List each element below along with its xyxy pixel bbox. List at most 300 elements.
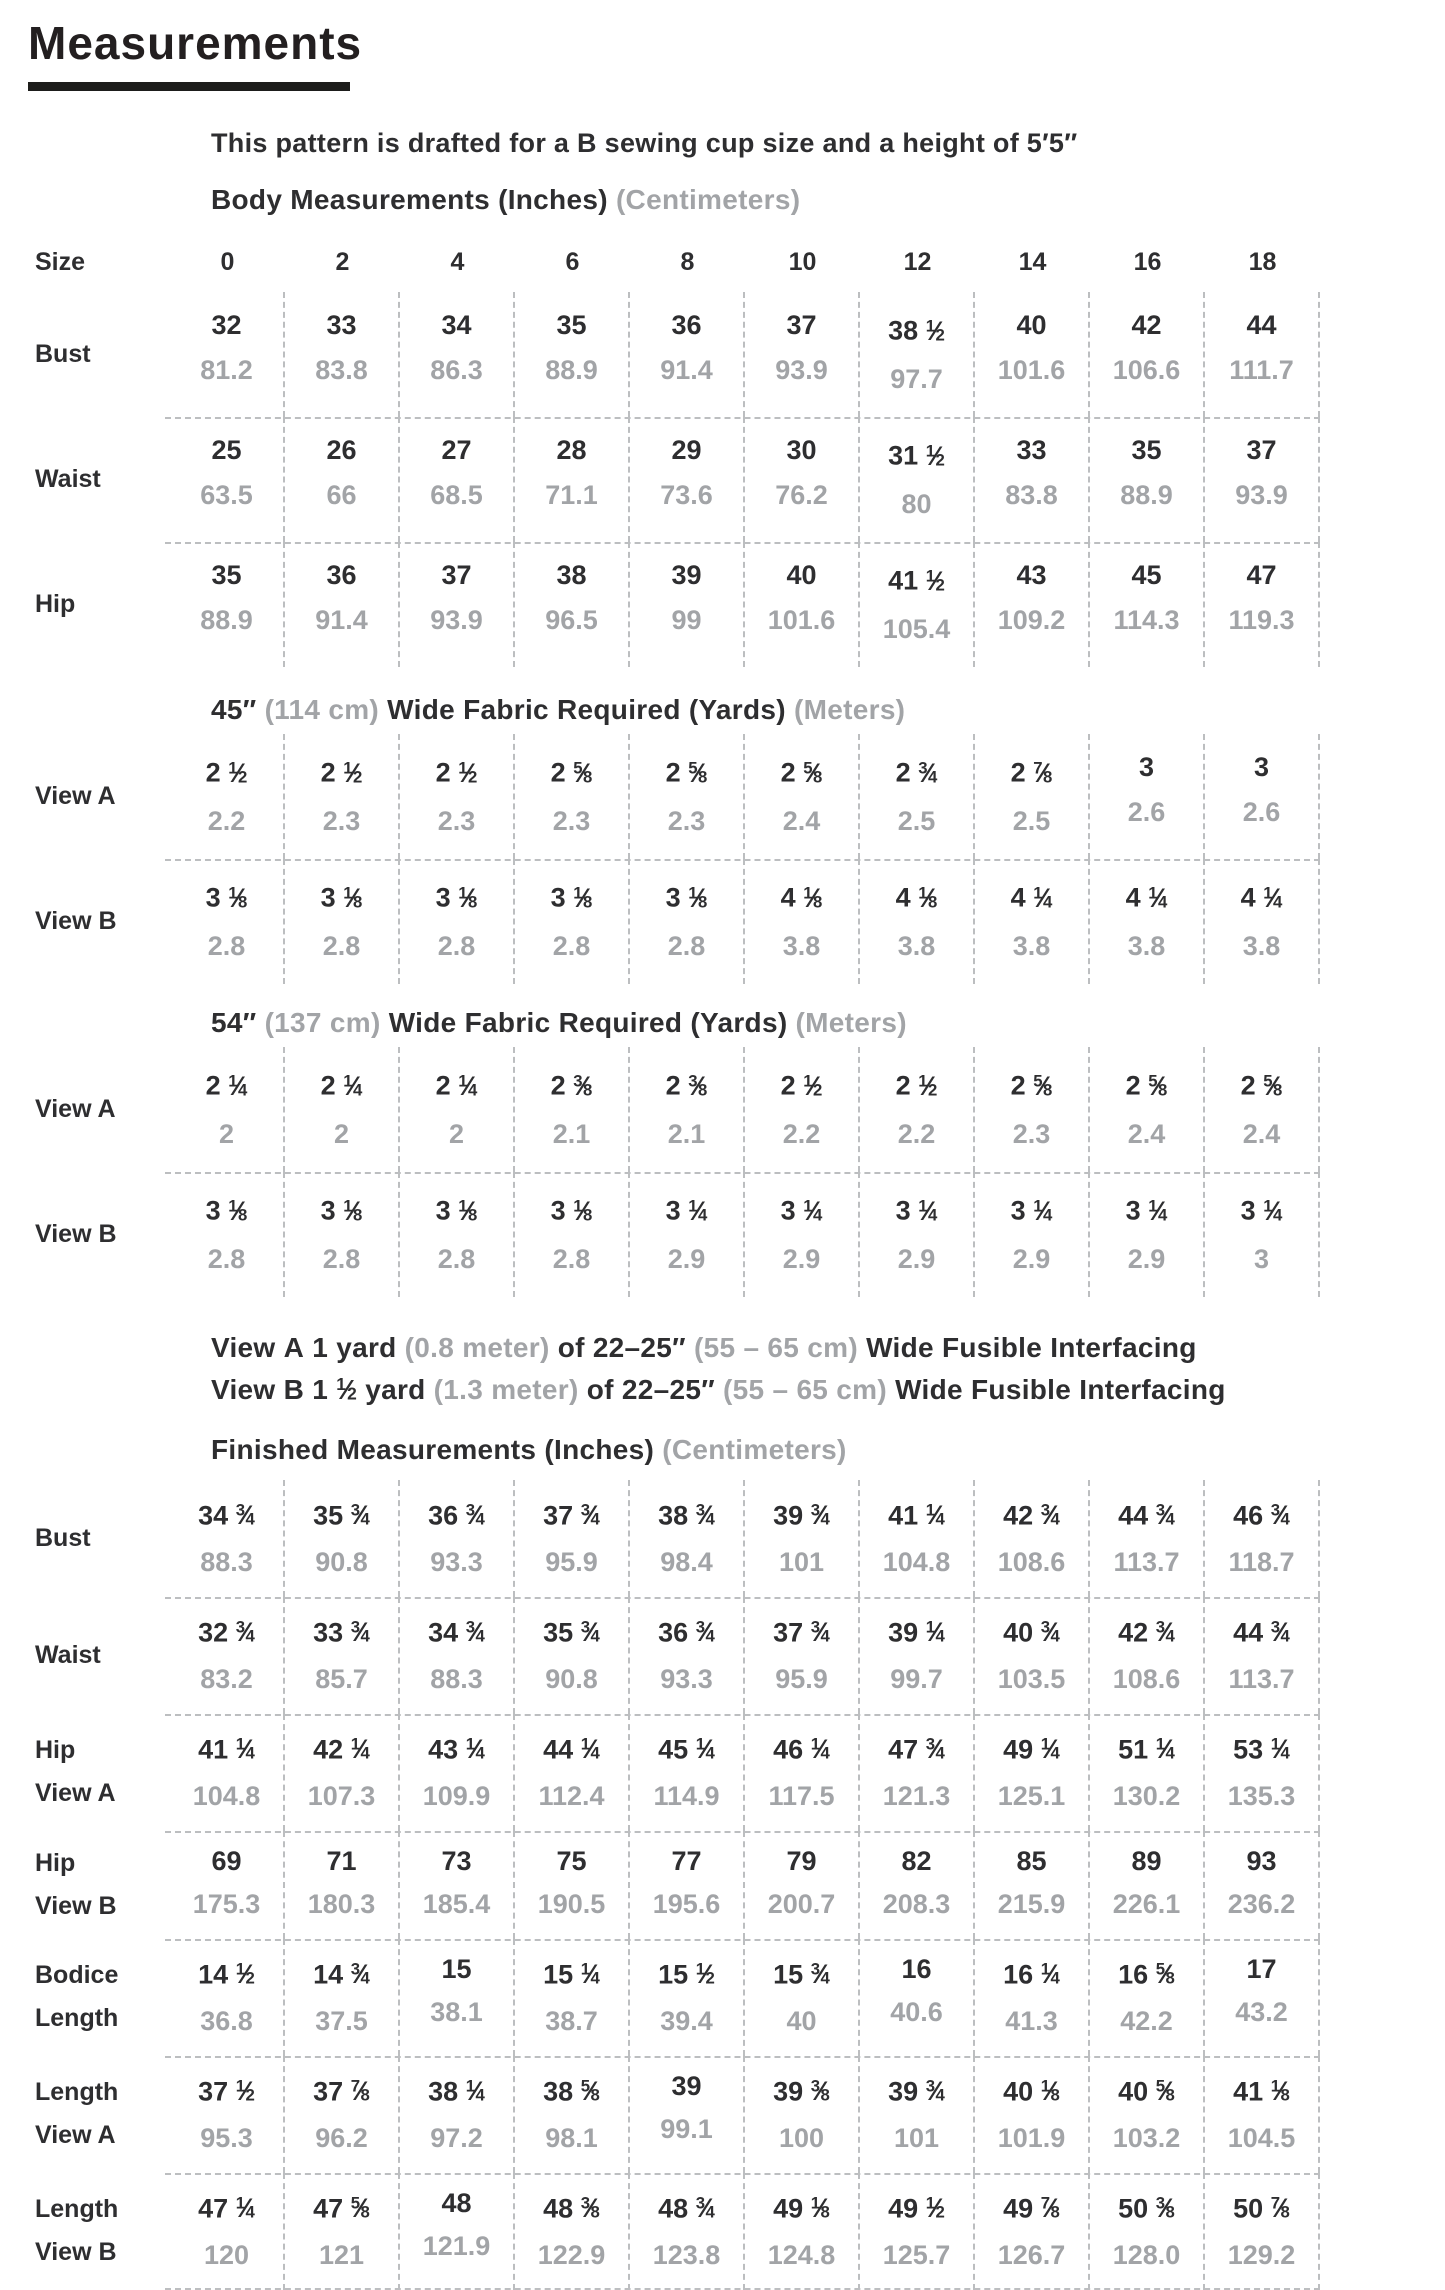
table-cell <box>745 734 860 859</box>
fraction: $^7$⁄8 <box>1033 757 1053 788</box>
inches-value: 3 $^1$⁄8 <box>435 882 478 913</box>
table-cell <box>285 1047 400 1172</box>
inches-value: 39 $^3$⁄4 <box>888 2076 945 2107</box>
inches-value: 69 <box>211 1845 242 1876</box>
table-cell <box>170 542 285 667</box>
row-label-line: View A <box>35 782 116 811</box>
table-cell <box>975 292 1090 417</box>
cm-value: 2.2 <box>782 1119 821 1150</box>
cm-value: 200.7 <box>767 1888 836 1919</box>
fraction: $^1$⁄2 <box>235 1959 255 1990</box>
inches-value: 48 $^3$⁄8 <box>543 2193 600 2224</box>
fraction: $^1$⁄4 <box>803 1195 823 1226</box>
size-value: 4 <box>450 248 465 276</box>
row-label <box>35 417 170 542</box>
inches-value: 33 <box>1016 435 1047 466</box>
table-cell <box>170 734 285 859</box>
cm-value: 122.9 <box>537 2239 606 2270</box>
fraction: $^3$⁄4 <box>918 757 938 788</box>
cm-value: 185.4 <box>422 1888 491 1919</box>
cm-value: 2.8 <box>207 931 246 962</box>
bodice-length-row <box>35 1939 1320 2056</box>
table-cell <box>285 1714 400 1831</box>
inches-value: 79 <box>786 1845 817 1876</box>
fraction: $^3$⁄4 <box>1270 1617 1290 1648</box>
table-cell <box>400 2173 515 2290</box>
fraction: $^1$⁄4 <box>1148 882 1168 913</box>
fraction: $^5$⁄8 <box>1033 1070 1053 1101</box>
cm-value: 98.4 <box>660 1546 713 1577</box>
fraction: $^1$⁄8 <box>573 1195 593 1226</box>
inches-value: 50 $^7$⁄8 <box>1233 2193 1290 2224</box>
inches-value: 3 $^1$⁄4 <box>780 1195 823 1226</box>
cm-value: 108.6 <box>997 1546 1066 1577</box>
size-value: 2 <box>335 248 350 276</box>
inches-value: 46 $^1$⁄4 <box>773 1734 830 1765</box>
cm-value: 2.3 <box>437 806 476 837</box>
inches-value: 3 <box>1253 752 1270 783</box>
table-cell <box>860 2056 975 2173</box>
cm-value: 119.3 <box>1228 605 1295 636</box>
table-cell <box>285 292 400 417</box>
table-cell <box>975 2173 1090 2290</box>
fraction: $^1$⁄4 <box>918 1195 938 1226</box>
fraction: $^7$⁄8 <box>350 2076 370 2107</box>
fraction: $^1$⁄8 <box>228 1195 248 1226</box>
table-cell <box>1090 2173 1205 2290</box>
table-cell <box>860 1172 975 1297</box>
table-cell <box>170 1047 285 1172</box>
cm-value: 88.9 <box>200 605 253 636</box>
page-title: Measurements <box>28 17 363 69</box>
inches-value: 28 <box>556 435 587 466</box>
inches-value: 47 $^1$⁄4 <box>198 2193 255 2224</box>
fraction: $^1$⁄8 <box>1040 2076 1060 2107</box>
body-measurements-table <box>35 292 1320 667</box>
size-value: 10 <box>788 248 817 276</box>
fraction: $^7$⁄8 <box>1270 2193 1290 2224</box>
inches-value: 37 $^7$⁄8 <box>313 2076 370 2107</box>
inches-value: 47 $^3$⁄4 <box>888 1734 945 1765</box>
cm-value: 2.8 <box>322 1244 361 1275</box>
inches-value: 37 <box>1246 435 1277 466</box>
cm-value: 2.9 <box>897 1244 936 1275</box>
fraction: $^1$⁄4 <box>458 1070 478 1101</box>
cm-value: 71.1 <box>545 480 598 511</box>
cm-value: 95.9 <box>545 1546 598 1577</box>
fraction: $^1$⁄4 <box>1040 1959 1060 1990</box>
table-cell <box>975 859 1090 984</box>
imperial-text: View A 1 yard <box>211 1332 397 1364</box>
cm-value: 98.1 <box>545 2122 598 2153</box>
inches-value: 47 <box>1246 560 1277 591</box>
inches-value: 41 $^1$⁄8 <box>1233 2076 1290 2107</box>
fraction: $^3$⁄4 <box>1155 1500 1175 1531</box>
cm-value: 88.3 <box>430 1663 483 1694</box>
inches-value: 31 $^1$⁄2 <box>888 440 945 471</box>
cm-value: 90.8 <box>315 1546 368 1577</box>
inches-value: 2 $^1$⁄2 <box>780 1070 823 1101</box>
fraction: $^1$⁄2 <box>925 565 945 596</box>
inches-value: 41 $^1$⁄4 <box>198 1734 255 1765</box>
cm-value: 81.2 <box>200 355 253 385</box>
cm-value: 236.2 <box>1227 1888 1296 1919</box>
cm-value: 76.2 <box>775 480 828 511</box>
cm-value: 101 <box>893 2122 940 2153</box>
finished-bust-row <box>35 1480 1320 1597</box>
row-label-line: Bust <box>35 340 91 369</box>
inches-value: 25 <box>211 435 242 466</box>
fraction: $^1$⁄4 <box>343 1070 363 1101</box>
title-underline <box>28 82 350 91</box>
table-cell <box>515 1939 630 2056</box>
size-value: 8 <box>680 248 695 276</box>
row-label <box>35 1172 170 1297</box>
inches-value: 48 $^3$⁄4 <box>658 2193 715 2224</box>
cm-value: 128.0 <box>1112 2239 1181 2270</box>
inches-value: 93 <box>1246 1845 1277 1876</box>
fraction: $^5$⁄8 <box>688 757 708 788</box>
measurements-page <box>0 17 1445 2270</box>
inches-value: 36 $^3$⁄4 <box>428 1500 485 1531</box>
table-cell <box>515 1480 630 1597</box>
cm-value: 2.8 <box>207 1244 246 1275</box>
inches-value: 37 <box>786 310 817 340</box>
table-cell <box>860 1714 975 1831</box>
cm-value: 88.3 <box>200 1546 253 1577</box>
hip-row <box>35 542 1320 667</box>
cm-value: 208.3 <box>882 1888 951 1919</box>
cm-value: 2.1 <box>667 1119 706 1150</box>
fabric-45-table <box>35 734 1320 984</box>
table-cell <box>170 2056 285 2173</box>
cm-value: 125.1 <box>997 1780 1066 1811</box>
table-cell <box>745 2056 860 2173</box>
fraction: $^1$⁄4 <box>235 2193 255 2224</box>
cm-value: 2.5 <box>1012 806 1051 837</box>
table-cell <box>285 2056 400 2173</box>
inches-value: 49 $^1$⁄8 <box>773 2193 830 2224</box>
inches-value: 49 $^1$⁄2 <box>888 2193 945 2224</box>
table-cell <box>1090 292 1205 417</box>
body-measurements-heading <box>211 183 1445 216</box>
inches-value: 27 <box>441 435 472 466</box>
cm-value: 93.9 <box>775 355 828 385</box>
table-cell <box>515 734 630 859</box>
table-cell <box>1205 1597 1320 1714</box>
fraction: $^1$⁄8 <box>458 882 478 913</box>
cm-value: 99 <box>671 605 702 636</box>
inches-value: 44 $^3$⁄4 <box>1118 1500 1175 1531</box>
cm-value: 66 <box>326 480 357 511</box>
row-label-line: Waist <box>35 465 101 494</box>
finished-measurements-table <box>35 1480 1320 2290</box>
cm-value: 106.6 <box>1112 355 1181 385</box>
cm-value: 111.7 <box>1229 355 1294 385</box>
cm-value: 86.3 <box>430 355 483 385</box>
row-label <box>35 2173 170 2290</box>
table-cell <box>515 417 630 542</box>
inches-value: 35 <box>556 310 587 340</box>
table-cell <box>975 1172 1090 1297</box>
cm-value: 195.6 <box>652 1888 721 1919</box>
length-view-a-row <box>35 2056 1320 2173</box>
fraction: $^1$⁄2 <box>695 1959 715 1990</box>
table-cell <box>630 1714 745 1831</box>
table-cell <box>860 859 975 984</box>
inches-value: 2 $^5$⁄8 <box>1010 1070 1053 1101</box>
table-cell <box>745 1714 860 1831</box>
fraction: $^3$⁄4 <box>1040 1617 1060 1648</box>
cm-value: 2.2 <box>207 806 246 837</box>
inches-value: 3 <box>1138 752 1155 783</box>
fraction: $^1$⁄4 <box>465 2076 485 2107</box>
cm-value: 103.2 <box>1112 2122 1181 2153</box>
inches-value: 3 $^1$⁄8 <box>435 1195 478 1226</box>
metric-text: (55 – 65 cm) <box>693 1332 858 1364</box>
cm-value: 118.7 <box>1228 1546 1295 1577</box>
inches-value: 2 $^5$⁄8 <box>1125 1070 1168 1101</box>
inches-value: 37 $^1$⁄2 <box>198 2076 255 2107</box>
table-cell <box>400 542 515 667</box>
finished-waist-row <box>35 1597 1320 1714</box>
table-cell <box>860 1047 975 1172</box>
inches-value: 3 $^1$⁄8 <box>550 882 593 913</box>
inches-value: 38 <box>556 560 587 591</box>
metric-text: (Centimeters) <box>615 184 801 215</box>
inches-value: 16 $^1$⁄4 <box>1003 1959 1060 1990</box>
fraction: $^5$⁄8 <box>1148 1070 1168 1101</box>
row-label-line: Length <box>35 2195 119 2224</box>
cm-value: 93.9 <box>430 605 483 636</box>
cm-value: 96.2 <box>315 2122 368 2153</box>
cm-value: 2.8 <box>437 1244 476 1275</box>
cm-value: 104.8 <box>192 1780 261 1811</box>
inches-value: 2 $^1$⁄2 <box>435 757 478 788</box>
size-value: 6 <box>565 248 580 276</box>
inches-value: 46 $^3$⁄4 <box>1233 1500 1290 1531</box>
table-cell <box>630 1047 745 1172</box>
row-label <box>35 1597 170 1714</box>
inches-value: 38 $^1$⁄4 <box>428 2076 485 2107</box>
table-cell <box>170 2173 285 2290</box>
size-value: 18 <box>1248 248 1277 276</box>
metric-text: (55 – 65 cm) <box>723 1374 887 1406</box>
cm-value: 93.3 <box>660 1663 713 1694</box>
table-cell <box>1205 1939 1320 2056</box>
inches-value: 3 $^1$⁄4 <box>665 1195 708 1226</box>
table-cell <box>745 859 860 984</box>
table-cell <box>630 2056 745 2173</box>
row-label-line: View A <box>35 1779 116 1808</box>
size-value: 12 <box>903 248 932 276</box>
table-cell <box>1090 417 1205 542</box>
inches-value: 36 $^3$⁄4 <box>658 1617 715 1648</box>
cm-value: 135.3 <box>1227 1780 1296 1811</box>
cm-value: 121.3 <box>882 1780 951 1811</box>
table-cell <box>630 1939 745 2056</box>
interfacing-note-view-a <box>211 1331 1445 1364</box>
inches-value: 37 $^3$⁄4 <box>773 1617 830 1648</box>
table-cell <box>1205 542 1320 667</box>
cm-value: 2 <box>218 1119 235 1150</box>
inches-value: 39 <box>671 2070 702 2101</box>
fraction: $^1$⁄4 <box>1033 1195 1053 1226</box>
inches-value: 2 $^5$⁄8 <box>665 757 708 788</box>
inches-value: 39 $^1$⁄4 <box>888 1617 945 1648</box>
table-cell <box>170 1480 285 1597</box>
cm-value: 96.5 <box>545 605 598 636</box>
fraction: $^1$⁄2 <box>925 315 945 346</box>
inches-value: 30 <box>786 435 817 466</box>
table-cell <box>975 1597 1090 1714</box>
cm-value: 2.9 <box>1127 1244 1166 1275</box>
fraction: $^1$⁄8 <box>688 882 708 913</box>
table-cell <box>1090 1831 1205 1939</box>
table-cell <box>170 1831 285 1939</box>
cm-value: 88.9 <box>545 355 598 385</box>
table-cell <box>400 417 515 542</box>
table-cell <box>515 1597 630 1714</box>
row-label-line: Length <box>35 2004 119 2033</box>
table-cell <box>630 1831 745 1939</box>
metric-text: (0.8 meter) <box>404 1332 550 1364</box>
fraction: $^5$⁄8 <box>1155 1959 1175 1990</box>
cm-value: 120 <box>203 2239 250 2270</box>
inches-value: 82 <box>901 1845 932 1876</box>
table-cell <box>745 1172 860 1297</box>
inches-value: 41 $^1$⁄2 <box>888 565 945 596</box>
cm-value: 2.6 <box>1127 797 1166 828</box>
table-cell <box>860 417 975 542</box>
imperial-text: of 22–25″ <box>557 1332 686 1364</box>
cm-value: 3.8 <box>1012 931 1051 962</box>
fraction: $^3$⁄4 <box>465 1500 485 1531</box>
hip-view-b-row <box>35 1831 1320 1939</box>
row-label <box>35 2056 170 2173</box>
cm-value: 68.5 <box>430 480 483 511</box>
fraction: $^1$⁄2 <box>803 1070 823 1101</box>
table-cell <box>1205 859 1320 984</box>
cm-value: 83.8 <box>1005 480 1058 511</box>
table-cell <box>1205 2056 1320 2173</box>
cm-value: 124.8 <box>767 2239 836 2270</box>
fraction: $^1$⁄2 <box>458 757 478 788</box>
cm-value: 90.8 <box>545 1663 598 1694</box>
imperial-text: Wide Fabric Required (Yards) <box>387 694 786 726</box>
table-cell <box>285 1172 400 1297</box>
inches-value: 2 $^1$⁄2 <box>320 757 363 788</box>
fraction: $^3$⁄4 <box>695 2193 715 2224</box>
fraction: $^1$⁄2 <box>918 1070 938 1101</box>
row-label-line: Length <box>35 2078 119 2107</box>
table-cell <box>860 1480 975 1597</box>
inches-value: 4 $^1$⁄4 <box>1125 882 1168 913</box>
fraction: $^1$⁄4 <box>1263 1195 1283 1226</box>
cm-value: 2.4 <box>782 806 821 837</box>
cm-value: 91.4 <box>660 355 713 385</box>
table-cell <box>630 859 745 984</box>
table-cell <box>630 2173 745 2290</box>
inches-value: 3 $^1$⁄8 <box>320 882 363 913</box>
cm-value: 175.3 <box>192 1888 261 1919</box>
cm-value: 99.7 <box>890 1663 943 1694</box>
table-cell <box>285 1831 400 1939</box>
cm-value: 2.3 <box>1012 1119 1051 1150</box>
inches-value: 4 $^1$⁄8 <box>780 882 823 913</box>
table-cell <box>860 734 975 859</box>
table-cell <box>1205 292 1320 417</box>
table-cell <box>630 542 745 667</box>
cm-value: 38.1 <box>430 1996 483 2027</box>
fraction: $^3$⁄8 <box>573 1070 593 1101</box>
inches-value: 15 $^3$⁄4 <box>773 1959 830 1990</box>
fraction: $^1$⁄4 <box>235 1734 255 1765</box>
inches-value: 49 $^1$⁄4 <box>1003 1734 1060 1765</box>
table-cell <box>400 734 515 859</box>
row-label-line: Waist <box>35 1640 101 1669</box>
imperial-text: 45″ <box>211 694 257 726</box>
fraction: $^3$⁄8 <box>810 2076 830 2107</box>
table-cell <box>400 1047 515 1172</box>
fraction: $^1$⁄4 <box>1040 1734 1060 1765</box>
cm-value: 83.8 <box>315 355 368 385</box>
table-cell <box>170 859 285 984</box>
table-cell <box>285 859 400 984</box>
inches-value: 2 $^5$⁄8 <box>780 757 823 788</box>
inches-value: 3 $^1$⁄8 <box>320 1195 363 1226</box>
imperial-text: Wide Fusible Interfacing <box>866 1332 1197 1364</box>
fraction: $^3$⁄4 <box>465 1617 485 1648</box>
cm-value: 2.3 <box>552 806 591 837</box>
table-cell <box>515 1831 630 1939</box>
table-cell <box>1205 1047 1320 1172</box>
cm-value: 38.7 <box>545 2005 598 2036</box>
cm-value: 2.2 <box>897 1119 936 1150</box>
table-cell <box>975 1939 1090 2056</box>
cm-value: 125.7 <box>882 2239 951 2270</box>
inches-value: 40 $^3$⁄4 <box>1003 1617 1060 1648</box>
cm-value: 63.5 <box>200 480 253 511</box>
cm-value: 2.4 <box>1127 1119 1166 1150</box>
table-cell <box>170 1939 285 2056</box>
inches-value: 45 $^1$⁄4 <box>658 1734 715 1765</box>
inches-value: 43 $^1$⁄4 <box>428 1734 485 1765</box>
table-cell <box>1090 2056 1205 2173</box>
cm-value: 101 <box>778 1546 825 1577</box>
cm-value: 2.1 <box>552 1119 591 1150</box>
row-label <box>35 1480 170 1597</box>
cm-value: 123.8 <box>652 2239 721 2270</box>
table-cell <box>630 1480 745 1597</box>
metric-text: (Meters) <box>795 1007 907 1039</box>
table-cell <box>860 1597 975 1714</box>
fraction: $^5$⁄8 <box>573 757 593 788</box>
inches-value: 15 $^1$⁄4 <box>543 1959 600 1990</box>
cm-value: 80 <box>901 489 932 520</box>
fraction: $^1$⁄4 <box>1263 882 1283 913</box>
imperial-text: View B 1 $^1$⁄2 yard <box>211 1374 426 1406</box>
fraction: $^3$⁄8 <box>1155 2193 1175 2224</box>
imperial-text: Wide Fabric Required (Yards) <box>388 1007 788 1039</box>
row-label-line: Hip <box>35 1848 76 1877</box>
table-cell <box>1090 734 1205 859</box>
cm-value: 226.1 <box>1112 1888 1181 1919</box>
inches-value: 2 $^1$⁄2 <box>895 1070 938 1101</box>
table-cell <box>630 417 745 542</box>
table-cell <box>1205 1714 1320 1831</box>
table-cell <box>1205 1172 1320 1297</box>
